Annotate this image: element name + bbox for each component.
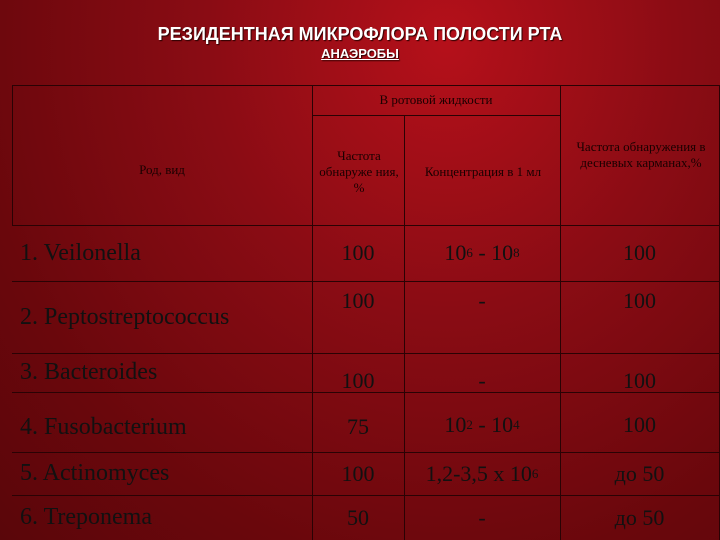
row-3-name: 3. Bacteroides	[20, 359, 158, 385]
row-3-pockets: 100	[623, 368, 656, 393]
row-6-pockets: до 50	[614, 504, 665, 530]
slide-subtitle: АНАЭРОБЫ	[321, 46, 399, 61]
microflora-table	[12, 85, 720, 540]
row-4-concentration: 10 2 - 10 4	[444, 412, 520, 437]
row-4-pockets: 100	[623, 412, 656, 437]
row-6-freq: 50	[347, 504, 369, 530]
header-freq-pockets: Частота обнаружения в десневых карманах,%	[576, 139, 706, 170]
row-1-freq: 100	[341, 240, 375, 265]
row-1-concentration: 10 6 - 10 8	[444, 240, 520, 265]
header-freq-oral: Частота обнаруже ния, %	[319, 148, 399, 195]
row-2-concentration: -	[478, 288, 486, 313]
header-group-oral-fluid: В ротовой жидкости	[379, 92, 493, 107]
row-3-concentration: -	[478, 368, 486, 393]
row-5-freq: 100	[341, 460, 375, 486]
row-1-pockets: 100	[623, 240, 656, 265]
header-genus: Род, вид	[139, 162, 185, 177]
row-2-freq: 100	[341, 288, 375, 313]
row-3-freq: 100	[341, 368, 375, 393]
row-5-name: 5. Actinomyces	[20, 460, 170, 486]
row-5-pockets: до 50	[614, 460, 665, 486]
row-4-name: 4. Fusobacterium	[20, 413, 187, 440]
row-6-name: 6. Treponema	[20, 504, 152, 530]
table-line	[312, 115, 560, 116]
row-1-name: 1. Veilonella	[20, 239, 141, 266]
row-2-pockets: 100	[623, 288, 656, 313]
row-2-name: 2. Peptostreptococcus	[20, 303, 230, 330]
row-6-concentration: -	[478, 504, 486, 530]
header-concentration: Концентрация в 1 мл	[424, 164, 542, 179]
row-4-freq: 75	[347, 414, 369, 439]
slide-title: РЕЗИДЕНТНАЯ МИКРОФЛОРА ПОЛОСТИ РТА	[157, 24, 563, 44]
row-5-concentration: 1,2-3,5 x 10 6	[425, 460, 539, 486]
